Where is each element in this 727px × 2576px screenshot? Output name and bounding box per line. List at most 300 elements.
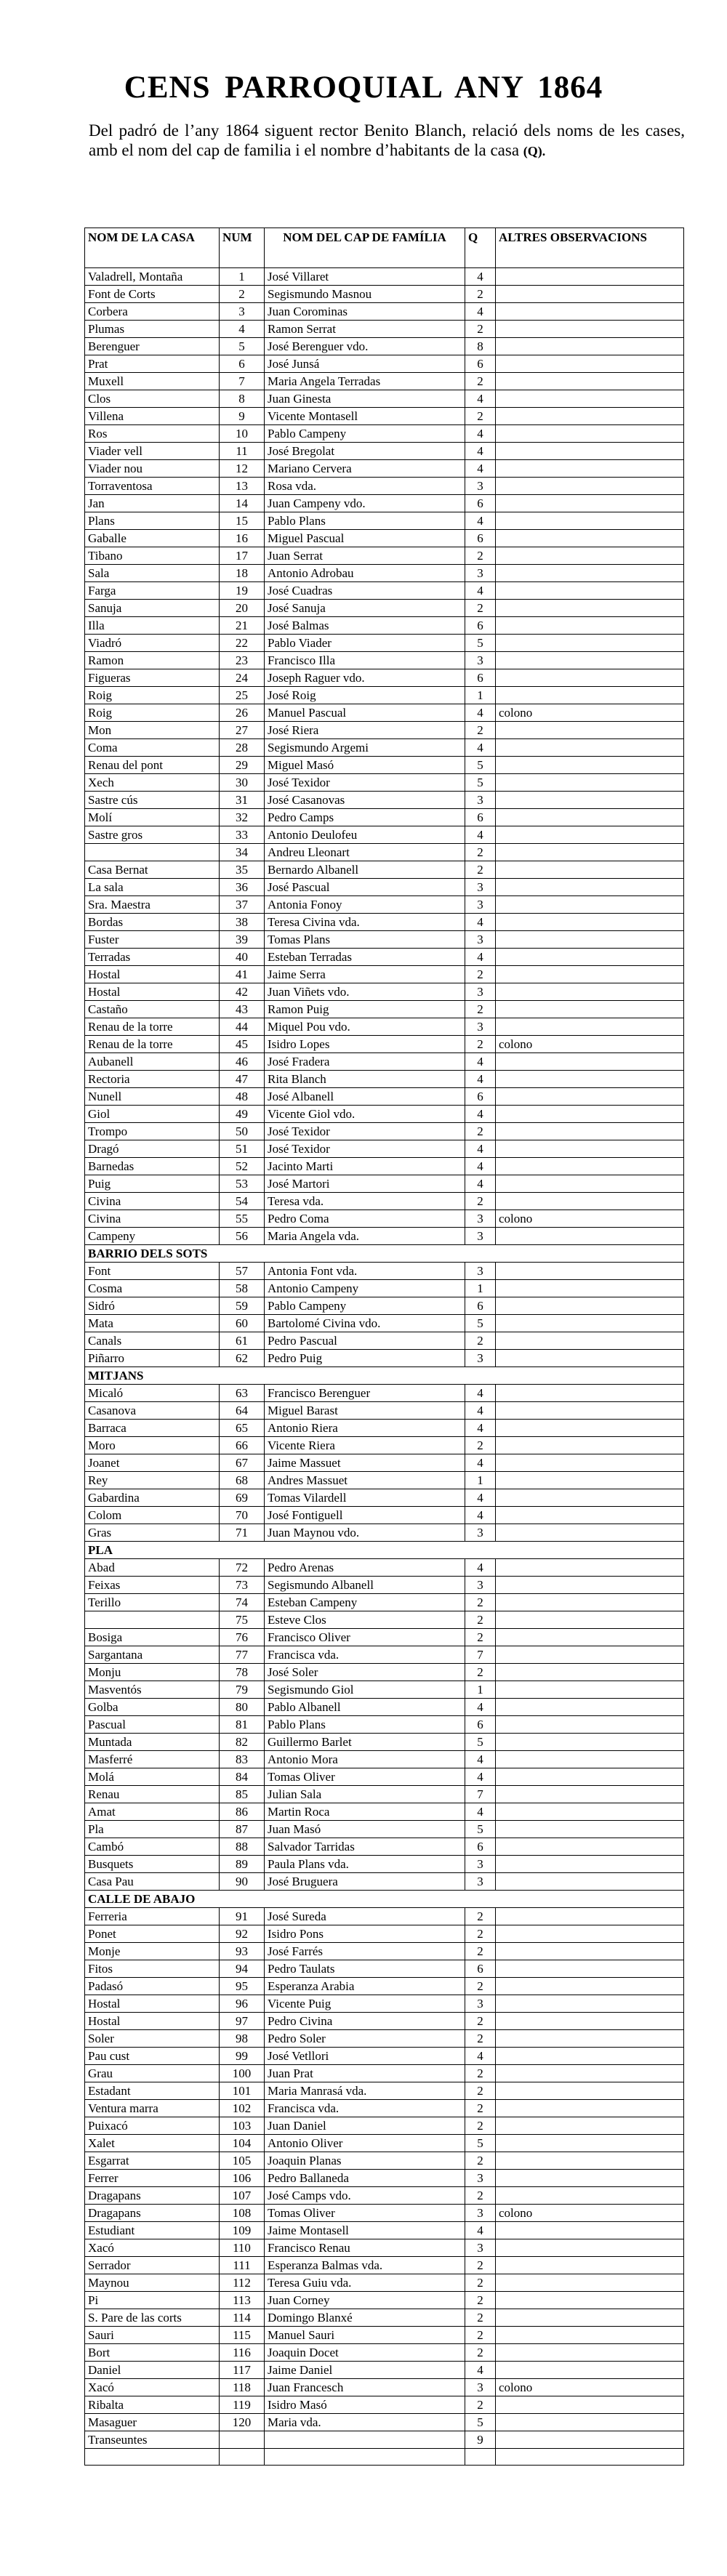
table-row xyxy=(85,1140,684,1158)
q-cell: 2 xyxy=(465,2327,496,2344)
num-cell: 9 xyxy=(220,408,265,425)
observations-cell xyxy=(496,2135,684,2152)
family-head-cell: Jaime Daniel xyxy=(265,2362,465,2379)
num-cell: 41 xyxy=(220,966,265,983)
table-row xyxy=(85,1263,684,1280)
table-row xyxy=(85,1053,684,1071)
num-cell: 71 xyxy=(220,1524,265,1542)
table-row xyxy=(85,2239,684,2257)
table-row xyxy=(85,1350,684,1367)
house-name-cell: Moro xyxy=(85,1437,220,1454)
num-cell: 37 xyxy=(220,896,265,914)
family-head-cell: José Villaret xyxy=(265,268,465,286)
observations-cell xyxy=(496,1228,684,1245)
q-cell: 2 xyxy=(465,1437,496,1454)
num-cell: 24 xyxy=(220,669,265,687)
family-head-cell: Martin Roca xyxy=(265,1803,465,1821)
table-row xyxy=(85,1071,684,1088)
table-row xyxy=(85,1297,684,1315)
house-name-cell: Golba xyxy=(85,1699,220,1716)
table-row xyxy=(85,1856,684,1873)
table-row xyxy=(85,652,684,669)
q-cell: 6 xyxy=(465,1960,496,1978)
observations-cell xyxy=(496,2117,684,2135)
house-name-cell: Dragapans xyxy=(85,2205,220,2222)
num-cell: 20 xyxy=(220,600,265,617)
family-head-cell: Pablo Campeny xyxy=(265,425,465,443)
family-head-cell: Pablo Plans xyxy=(265,512,465,530)
table-row xyxy=(85,2344,684,2362)
num-cell: 96 xyxy=(220,1995,265,2013)
num-cell: 89 xyxy=(220,1856,265,1873)
num-cell: 48 xyxy=(220,1088,265,1106)
num-cell: 78 xyxy=(220,1664,265,1681)
num-cell: 69 xyxy=(220,1489,265,1507)
observations-cell xyxy=(496,1559,684,1577)
house-name-cell: Renau de la torre xyxy=(85,1036,220,1053)
house-name-cell: Prat xyxy=(85,355,220,373)
q-cell: 1 xyxy=(465,1472,496,1489)
house-name-cell: Mon xyxy=(85,722,220,739)
num-cell: 73 xyxy=(220,1577,265,1594)
num-cell: 63 xyxy=(220,1385,265,1402)
table-row xyxy=(85,495,684,512)
section-title: CALLE DE ABAJO xyxy=(85,1891,496,1908)
observations-cell xyxy=(496,1297,684,1315)
table-row xyxy=(85,1437,684,1454)
table-row xyxy=(85,321,684,338)
house-name-cell: Sra. Maestra xyxy=(85,896,220,914)
observations-cell xyxy=(496,2414,684,2431)
house-name-cell: Maynou xyxy=(85,2274,220,2292)
q-cell: 2 xyxy=(465,2065,496,2082)
house-name-cell: Gabardina xyxy=(85,1489,220,1507)
observations-cell xyxy=(496,1577,684,1594)
family-head-cell: Pedro Civina xyxy=(265,2013,465,2030)
num-cell: 35 xyxy=(220,861,265,879)
q-cell: 3 xyxy=(465,1524,496,1542)
observations-cell xyxy=(496,1332,684,1350)
house-name-cell: Pla xyxy=(85,1821,220,1838)
num-cell: 87 xyxy=(220,1821,265,1838)
observations-cell xyxy=(496,757,684,774)
q-cell: 7 xyxy=(465,1786,496,1803)
observations-cell xyxy=(496,460,684,478)
num-cell: 108 xyxy=(220,2205,265,2222)
q-cell: 3 xyxy=(465,1577,496,1594)
num-cell: 94 xyxy=(220,1960,265,1978)
q-cell: 2 xyxy=(465,1611,496,1629)
house-name-cell: Font de Corts xyxy=(85,286,220,303)
num-cell: 46 xyxy=(220,1053,265,1071)
table-row xyxy=(85,687,684,704)
family-head-cell: José Balmas xyxy=(265,617,465,635)
q-cell: 4 xyxy=(465,914,496,931)
table-row xyxy=(85,1611,684,1629)
table-row xyxy=(85,2414,684,2431)
observations-cell xyxy=(496,2013,684,2030)
family-head-cell: Francisco Berenguer xyxy=(265,1385,465,1402)
observations-cell xyxy=(496,949,684,966)
observations-cell xyxy=(496,390,684,408)
family-head-cell: Teresa vda. xyxy=(265,1193,465,1210)
num-cell xyxy=(220,2449,265,2466)
q-cell: 4 xyxy=(465,390,496,408)
family-head-cell: Manuel Sauri xyxy=(265,2327,465,2344)
q-cell: 2 xyxy=(465,2274,496,2292)
num-cell: 43 xyxy=(220,1001,265,1018)
observations-cell xyxy=(496,914,684,931)
observations-cell xyxy=(496,565,684,582)
table-row xyxy=(85,617,684,635)
num-cell: 88 xyxy=(220,1838,265,1856)
table-row xyxy=(85,2449,684,2466)
q-cell: 3 xyxy=(465,1350,496,1367)
table-row xyxy=(85,268,684,286)
house-name-cell: La sala xyxy=(85,879,220,896)
house-name-cell: S. Pare de las corts xyxy=(85,2309,220,2327)
observations-cell xyxy=(496,652,684,669)
q-cell: 2 xyxy=(465,2082,496,2100)
q-cell: 2 xyxy=(465,1123,496,1140)
section-header-row xyxy=(85,1891,684,1908)
observations-cell: colono xyxy=(496,1210,684,1228)
observations-cell xyxy=(496,2187,684,2205)
num-cell: 103 xyxy=(220,2117,265,2135)
header-other-observations: ALTRES OBSERVACIONS xyxy=(496,228,684,268)
family-head-cell: José Texidor xyxy=(265,1140,465,1158)
observations-cell xyxy=(496,1960,684,1978)
observations-cell xyxy=(496,600,684,617)
q-cell: 4 xyxy=(465,704,496,722)
table-row xyxy=(85,1629,684,1646)
table-row xyxy=(85,600,684,617)
num-cell: 80 xyxy=(220,1699,265,1716)
family-head-cell: Jaime Massuet xyxy=(265,1454,465,1472)
num-cell: 23 xyxy=(220,652,265,669)
num-cell: 61 xyxy=(220,1332,265,1350)
num-cell: 75 xyxy=(220,1611,265,1629)
table-row xyxy=(85,1716,684,1734)
q-cell: 4 xyxy=(465,268,496,286)
num-cell: 91 xyxy=(220,1908,265,1925)
table-row xyxy=(85,861,684,879)
house-name-cell: Cosma xyxy=(85,1280,220,1297)
q-cell: 2 xyxy=(465,2187,496,2205)
num-cell: 117 xyxy=(220,2362,265,2379)
house-name-cell: Clos xyxy=(85,390,220,408)
num-cell: 18 xyxy=(220,565,265,582)
observations-cell xyxy=(496,512,684,530)
observations-cell xyxy=(496,826,684,844)
house-name-cell: Grau xyxy=(85,2065,220,2082)
family-head-cell: Maria vda. xyxy=(265,2414,465,2431)
header-house-name: NOM DE LA CASA xyxy=(85,228,220,268)
q-cell: 3 xyxy=(465,1995,496,2013)
family-head-cell: José Fradera xyxy=(265,1053,465,1071)
house-name-cell: Colom xyxy=(85,1507,220,1524)
table-row xyxy=(85,1507,684,1524)
observations-cell xyxy=(496,1611,684,1629)
observations-cell xyxy=(496,2222,684,2239)
house-name-cell: Plans xyxy=(85,512,220,530)
family-head-cell: Juan Prat xyxy=(265,2065,465,2082)
num-cell: 70 xyxy=(220,1507,265,1524)
house-name-cell: Hostal xyxy=(85,1995,220,2013)
intro-paragraph xyxy=(89,121,685,161)
house-name-cell: Xech xyxy=(85,774,220,792)
family-head-cell: Jacinto Marti xyxy=(265,1158,465,1175)
q-cell: 3 xyxy=(465,2205,496,2222)
num-cell: 40 xyxy=(220,949,265,966)
observations-cell xyxy=(496,1803,684,1821)
house-name-cell: Soler xyxy=(85,2030,220,2048)
family-head-cell: José Soler xyxy=(265,1664,465,1681)
house-name-cell: Bosiga xyxy=(85,1629,220,1646)
house-name-cell: Molí xyxy=(85,809,220,826)
q-cell: 2 xyxy=(465,1594,496,1611)
house-name-cell: Terradas xyxy=(85,949,220,966)
num-cell: 68 xyxy=(220,1472,265,1489)
house-name-cell: Sastre gros xyxy=(85,826,220,844)
observations-cell xyxy=(496,1786,684,1803)
family-head-cell: Juan Viñets vdo. xyxy=(265,983,465,1001)
num-cell: 21 xyxy=(220,617,265,635)
table-row xyxy=(85,1489,684,1507)
intro-text: Del padró de l’any 1864 siguent rector Benito Blanch, relació dels noms de les cases, amb el nom del cap de familia i el nombre d’habitants de la casa xyxy=(89,121,685,159)
num-cell: 111 xyxy=(220,2257,265,2274)
family-head-cell: Andres Massuet xyxy=(265,1472,465,1489)
num-cell: 25 xyxy=(220,687,265,704)
table-row xyxy=(85,582,684,600)
q-cell: 7 xyxy=(465,1646,496,1664)
page-title: CENS PARROQUIAL ANY 1864 xyxy=(124,71,603,105)
family-head-cell: Ramon Serrat xyxy=(265,321,465,338)
house-name-cell: Esgarrat xyxy=(85,2152,220,2170)
family-head-cell: Antonio Adrobau xyxy=(265,565,465,582)
table-row xyxy=(85,478,684,495)
num-cell: 51 xyxy=(220,1140,265,1158)
family-head-cell: Pedro Taulats xyxy=(265,1960,465,1978)
q-cell: 2 xyxy=(465,2344,496,2362)
q-cell: 2 xyxy=(465,408,496,425)
num-cell: 98 xyxy=(220,2030,265,2048)
num-cell: 86 xyxy=(220,1803,265,1821)
table-row xyxy=(85,669,684,687)
house-name-cell: Terillo xyxy=(85,1594,220,1611)
q-cell: 4 xyxy=(465,2362,496,2379)
observations-cell xyxy=(496,2257,684,2274)
family-head-cell: Esteban Campeny xyxy=(265,1594,465,1611)
num-cell: 77 xyxy=(220,1646,265,1664)
family-head-cell: Juan Corney xyxy=(265,2292,465,2309)
observations-cell xyxy=(496,617,684,635)
house-name-cell: Joanet xyxy=(85,1454,220,1472)
house-name-cell: Micaló xyxy=(85,1385,220,1402)
family-head-cell: Tomas Oliver xyxy=(265,2205,465,2222)
num-cell: 64 xyxy=(220,1402,265,1420)
family-head-cell: José Vetllori xyxy=(265,2048,465,2065)
num-cell: 66 xyxy=(220,1437,265,1454)
num-cell: 50 xyxy=(220,1123,265,1140)
num-cell: 84 xyxy=(220,1768,265,1786)
num-cell: 8 xyxy=(220,390,265,408)
observations-cell xyxy=(496,1001,684,1018)
family-head-cell: Bernardo Albanell xyxy=(265,861,465,879)
house-name-cell: Ferrer xyxy=(85,2170,220,2187)
house-name-cell: Monje xyxy=(85,1943,220,1960)
house-name-cell: Bordas xyxy=(85,914,220,931)
census-body xyxy=(85,268,684,2466)
q-cell: 3 xyxy=(465,2379,496,2396)
table-row xyxy=(85,512,684,530)
family-head-cell: Salvador Tarridas xyxy=(265,1838,465,1856)
observations-cell xyxy=(496,1908,684,1925)
observations-cell xyxy=(496,1734,684,1751)
num-cell: 65 xyxy=(220,1420,265,1437)
q-cell: 3 xyxy=(465,896,496,914)
table-row xyxy=(85,1018,684,1036)
family-head-cell: Segismundo Giol xyxy=(265,1681,465,1699)
house-name-cell: Rectoria xyxy=(85,1071,220,1088)
num-cell: 39 xyxy=(220,931,265,949)
q-cell: 4 xyxy=(465,826,496,844)
observations-cell: colono xyxy=(496,2379,684,2396)
table-row xyxy=(85,739,684,757)
table-row xyxy=(85,425,684,443)
family-head-cell: Francisca vda. xyxy=(265,1646,465,1664)
family-head-cell: José Texidor xyxy=(265,774,465,792)
house-name-cell: Gaballe xyxy=(85,530,220,547)
num-cell: 74 xyxy=(220,1594,265,1611)
q-cell: 4 xyxy=(465,1106,496,1123)
house-name-cell: Pau cust xyxy=(85,2048,220,2065)
family-head-cell: José Berenguer vdo. xyxy=(265,338,465,355)
num-cell: 85 xyxy=(220,1786,265,1803)
table-row xyxy=(85,1646,684,1664)
num-cell: 44 xyxy=(220,1018,265,1036)
family-head-cell: José Sanuja xyxy=(265,600,465,617)
table-header-row xyxy=(85,228,684,268)
num-cell: 31 xyxy=(220,792,265,809)
q-cell: 4 xyxy=(465,443,496,460)
num-cell: 83 xyxy=(220,1751,265,1768)
family-head-cell: Domingo Blanxé xyxy=(265,2309,465,2327)
q-cell: 2 xyxy=(465,1193,496,1210)
observations-cell xyxy=(496,1716,684,1734)
observations-cell xyxy=(496,1420,684,1437)
house-name-cell: Roig xyxy=(85,704,220,722)
q-cell: 3 xyxy=(465,931,496,949)
house-name-cell: Civina xyxy=(85,1210,220,1228)
observations-cell xyxy=(496,2327,684,2344)
observations-cell xyxy=(496,1838,684,1856)
q-cell: 8 xyxy=(465,338,496,355)
observations-cell xyxy=(496,338,684,355)
q-cell: 2 xyxy=(465,1664,496,1681)
num-cell: 100 xyxy=(220,2065,265,2082)
table-row xyxy=(85,1664,684,1681)
section-header-row xyxy=(85,1367,684,1385)
table-row xyxy=(85,1210,684,1228)
num-cell: 55 xyxy=(220,1210,265,1228)
observations-cell xyxy=(496,1071,684,1088)
family-head-cell: Miguel Masó xyxy=(265,757,465,774)
q-cell: 6 xyxy=(465,495,496,512)
q-cell: 4 xyxy=(465,739,496,757)
observations-cell xyxy=(496,1088,684,1106)
observations-cell xyxy=(496,1699,684,1716)
q-cell: 5 xyxy=(465,2135,496,2152)
house-name-cell: Renau xyxy=(85,1786,220,1803)
house-name-cell: Daniel xyxy=(85,2362,220,2379)
family-head-cell: José Bregolat xyxy=(265,443,465,460)
table-row xyxy=(85,1838,684,1856)
house-name-cell: Coma xyxy=(85,739,220,757)
num-cell: 118 xyxy=(220,2379,265,2396)
section-filler-cell xyxy=(496,1367,684,1385)
num-cell: 106 xyxy=(220,2170,265,2187)
house-name-cell: Sanuja xyxy=(85,600,220,617)
table-row xyxy=(85,2274,684,2292)
observations-cell xyxy=(496,1158,684,1175)
table-row xyxy=(85,1577,684,1594)
observations-cell xyxy=(496,2362,684,2379)
num-cell: 34 xyxy=(220,844,265,861)
table-row xyxy=(85,844,684,861)
observations-cell xyxy=(496,931,684,949)
house-name-cell: Campeny xyxy=(85,1228,220,1245)
family-head-cell: Maria Angela vda. xyxy=(265,1228,465,1245)
family-head-cell: Teresa Guiu vda. xyxy=(265,2274,465,2292)
observations-cell xyxy=(496,478,684,495)
num-cell: 22 xyxy=(220,635,265,652)
family-head-cell: Joaquin Docet xyxy=(265,2344,465,2362)
family-head-cell: Mariano Cervera xyxy=(265,460,465,478)
q-cell: 2 xyxy=(465,2030,496,2048)
table-row xyxy=(85,1280,684,1297)
observations-cell xyxy=(496,1856,684,1873)
section-title: MITJANS xyxy=(85,1367,496,1385)
q-cell: 4 xyxy=(465,949,496,966)
house-name-cell: Casa Bernat xyxy=(85,861,220,879)
section-header-row xyxy=(85,1542,684,1559)
house-name-cell: Barnedas xyxy=(85,1158,220,1175)
table-row xyxy=(85,2362,684,2379)
num-cell: 93 xyxy=(220,1943,265,1960)
q-cell: 2 xyxy=(465,2396,496,2414)
family-head-cell: Segismundo Albanell xyxy=(265,1577,465,1594)
house-name-cell: Mata xyxy=(85,1315,220,1332)
family-head-cell: Bartolomé Civina vdo. xyxy=(265,1315,465,1332)
table-row xyxy=(85,1193,684,1210)
q-cell: 3 xyxy=(465,1228,496,1245)
table-row xyxy=(85,2100,684,2117)
q-cell: 4 xyxy=(465,460,496,478)
observations-cell xyxy=(496,2309,684,2327)
q-cell: 3 xyxy=(465,565,496,582)
table-row xyxy=(85,1332,684,1350)
house-name-cell: Casanova xyxy=(85,1402,220,1420)
q-cell: 1 xyxy=(465,687,496,704)
table-row xyxy=(85,2379,684,2396)
observations-cell xyxy=(496,1681,684,1699)
q-cell: 4 xyxy=(465,1768,496,1786)
q-cell: 4 xyxy=(465,1140,496,1158)
q-cell: 4 xyxy=(465,1385,496,1402)
table-row xyxy=(85,2048,684,2065)
house-name-cell: Illa xyxy=(85,617,220,635)
